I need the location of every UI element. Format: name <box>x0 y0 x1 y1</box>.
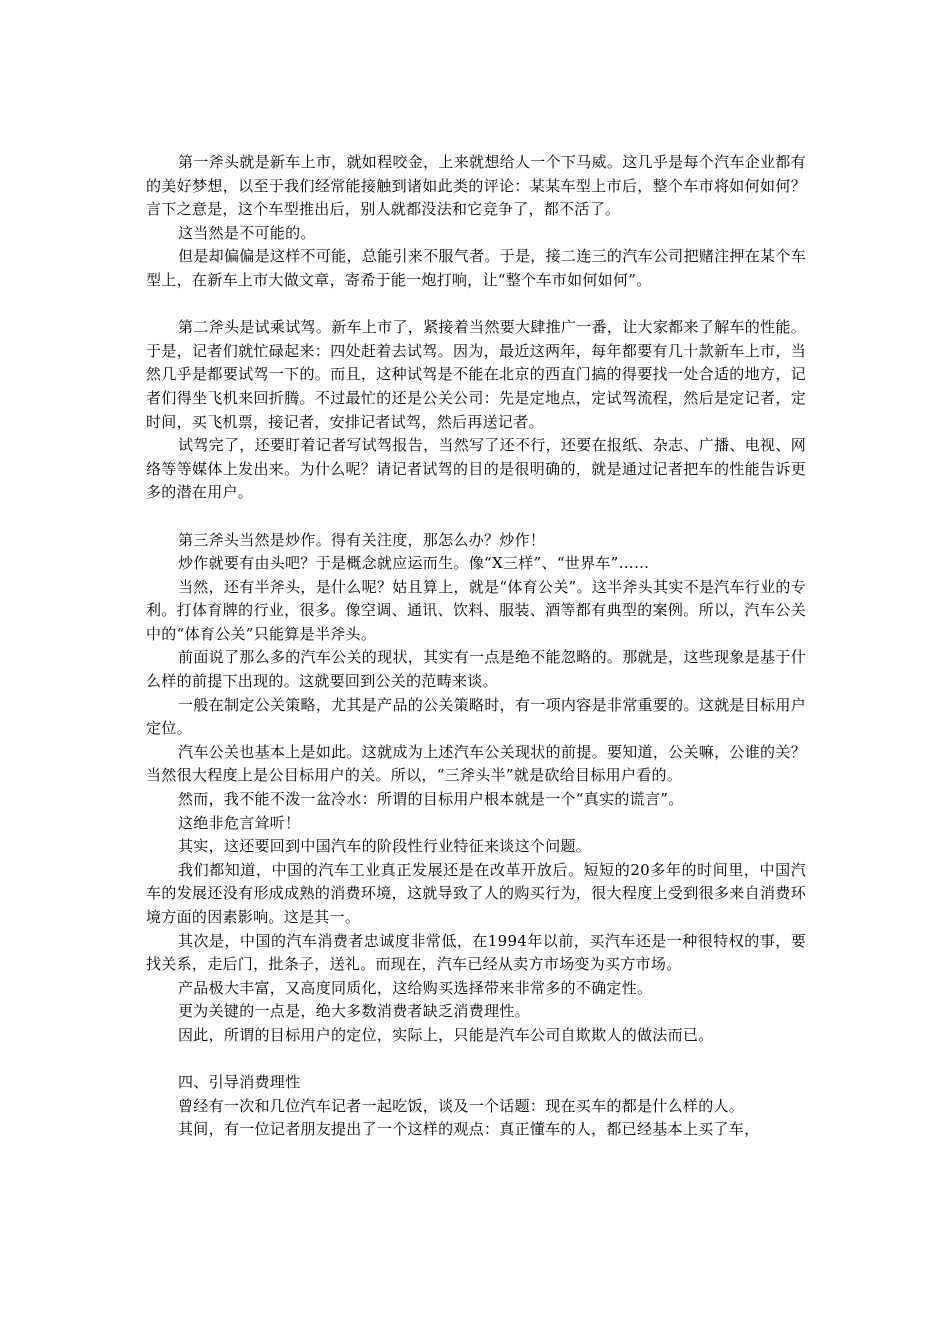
paragraph: 我们都知道，中国的汽车工业真正发展还是在改革开放后。短短的20多年的时间里，中国汽车的发展还没有形成成熟的消费环境，这就导致了人的购买行为，很大程度上受到很多来自消费环境方面的因素影响。这是其一。 <box>146 860 806 926</box>
paragraph: 炒作就要有由头吧？于是概念就应运而生。像“X三样”、“世界车”…… <box>178 554 650 573</box>
paragraph-spacer <box>146 293 806 317</box>
article-body <box>146 151 806 1142</box>
paragraph: 曾经有一次和几位汽车记者一起吃饭，谈及一个话题：现在买车的都是什么样的人。 <box>178 1096 745 1115</box>
paragraph: 当然，还有半斧头，是什么呢？姑且算上，就是“体育公关”。这半斧头其实不是汽车行业的专利。打体育牌的行业，很多。像空调、通讯、饮料、服装、酒等都有典型的案例。所以，汽车公关中的“体育公关”只能算是半斧头。 <box>146 577 806 643</box>
paragraph: 试驾完了，还要盯着记者写试驾报告，当然写了还不行，还要在报纸、杂志、广播、电视、网络等等媒体上发出来。为什么呢？请记者试驾的目的是很明确的，就是通过记者把车的性能告诉更多的潜在用户。 <box>146 436 806 502</box>
paragraph: 第三斧头当然是炒作。得有关注度，那怎么办？炒作！ <box>178 530 546 549</box>
paragraph: 前面说了那么多的汽车公关的现状，其实有一点是绝不能忽略的。那就是，这些现象是基于什么样的前提下出现的。这就要回到公关的范畴来谈。 <box>146 648 806 691</box>
paragraph: 第二斧头是试乘试驾。新车上市了，紧接着当然要大肆推广一番，让大家都来了解车的性能。于是，记者们就忙碌起来：四处赶着去试驾。因为，最近这两年，每年都要有几十款新车上市，当然几乎是都要试驾一下的。而且，这种试驾是不能在北京的西直门搞的得要找一处合适的地方，记者们得坐飞机来回折腾。不过最忙的还是公关公司：先是定地点，定试驾流程，然后是定记者，定时间，买飞机票，接记者，安排记者试驾，然后再送记者。 <box>146 318 806 431</box>
paragraph: 其次是，中国的汽车消费者忠诚度非常低，在1994年以前，买汽车还是一种很特权的事，要找关系，走后门，批条子，送礼。而现在，汽车已经从卖方市场变为买方市场。 <box>146 931 806 974</box>
paragraph-spacer <box>146 505 806 529</box>
paragraph: 然而，我不能不泼一盆冷水：所谓的目标用户根本就是一个“真实的谎言”。 <box>178 790 684 809</box>
paragraph: 但是却偏偏是这样不可能，总能引来不服气者。于是，接二连三的汽车公司把赌注押在某个车型上，在新车上市大做文章，寄希于能一炮打响，让“整个车市如何如何”。 <box>146 247 806 289</box>
paragraph: 这绝非危言耸听！ <box>178 813 301 832</box>
paragraph: 汽车公关也基本上是如此。这就成为上述汽车公关现状的前提。要知道，公关嘛，公谁的关？当然很大程度上是公目标用户的关。所以，“三斧头半”就是砍给目标用户看的。 <box>146 742 806 785</box>
paragraph: 因此，所谓的目标用户的定位，实际上，只能是汽车公司自欺欺人的做法而已。 <box>178 1025 714 1044</box>
paragraph: 第一斧头就是新车上市，就如程咬金，上来就想给人一个下马威。这几乎是每个汽车企业都有的美好梦想，以至于我们经常能接触到诸如此类的评论：某某车型上市后，整个车市将如何如何？言下之意是，这个车型推出后，别人就都没法和它竞争了，都不活了。 <box>146 153 806 219</box>
paragraph: 四、引导消费理性 <box>178 1073 301 1092</box>
paragraph: 更为关键的一点是，绝大多数消费者缺乏消费理性。 <box>178 1002 530 1021</box>
paragraph: 一般在制定公关策略，尤其是产品的公关策略时，有一项内容是非常重要的。这就是目标用户定位。 <box>146 695 806 738</box>
paragraph: 产品极大丰富，又高度同质化，这给购买选择带来非常多的不确定性。 <box>178 978 653 997</box>
paragraph: 其间，有一位记者朋友提出了一个这样的观点：真正懂车的人，都已经基本上买了车， <box>178 1120 760 1139</box>
paragraph: 这当然是不可能的。 <box>178 223 316 242</box>
paragraph-spacer <box>146 1048 806 1072</box>
paragraph: 其实，这还要回到中国汽车的阶段性行业特征来谈这个问题。 <box>178 837 592 856</box>
